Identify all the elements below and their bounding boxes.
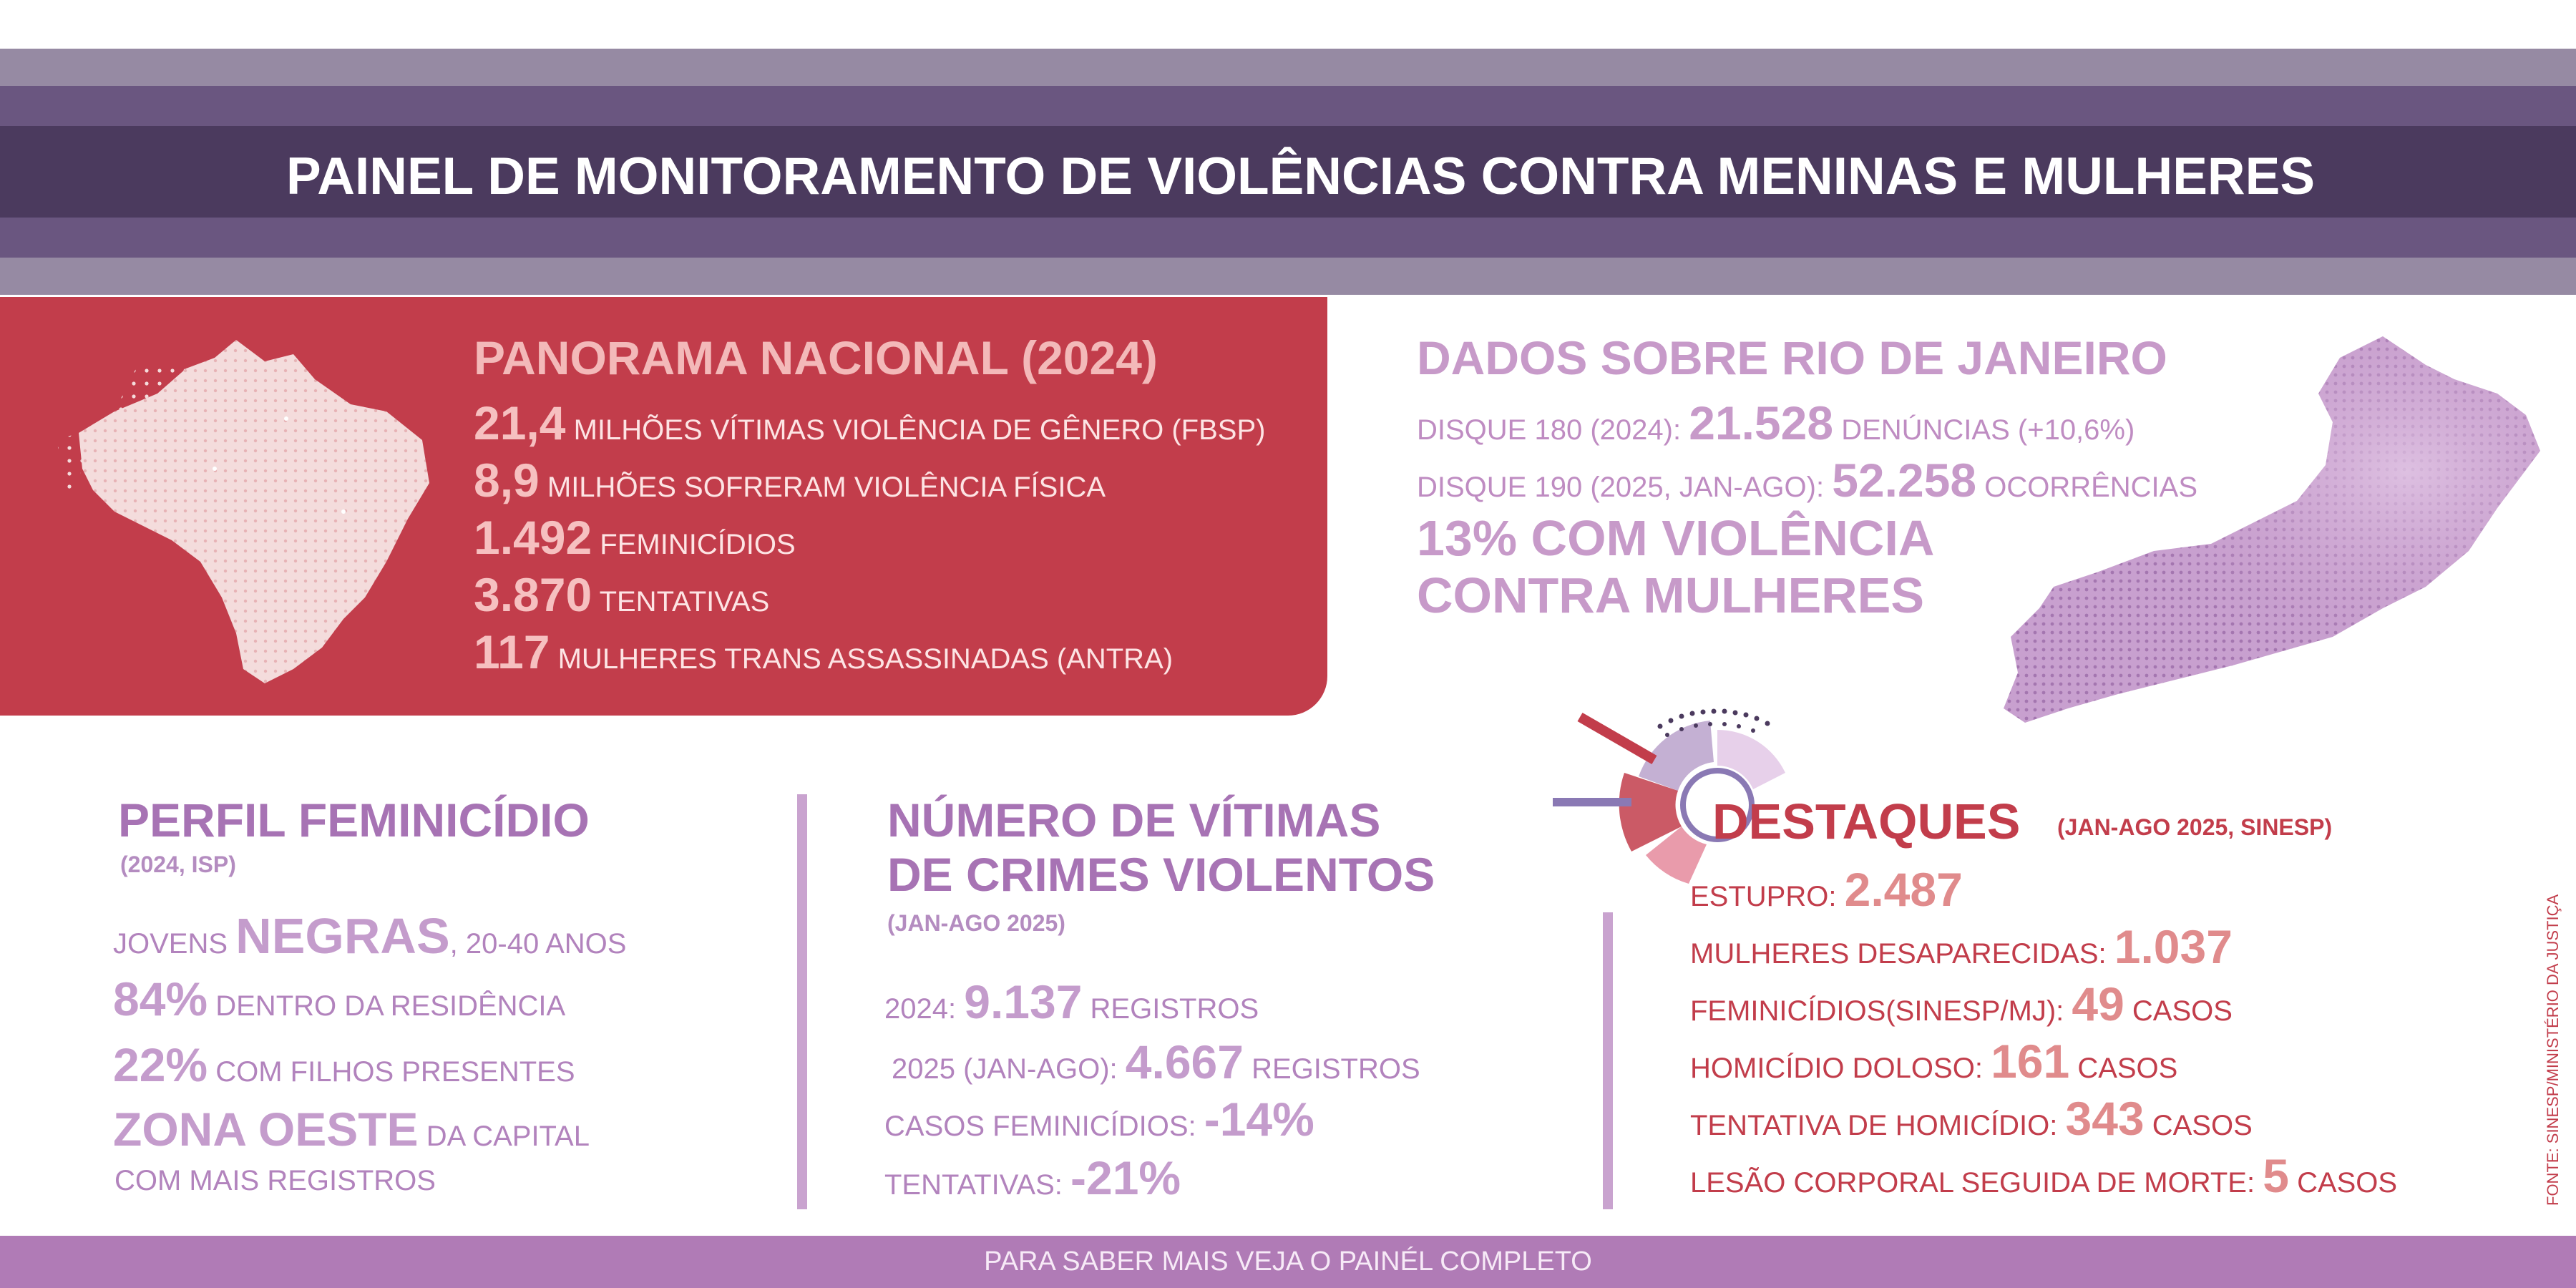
perfil-row-big: 22%	[113, 1038, 208, 1091]
vitimas-row-text: REGISTROS	[1252, 1053, 1420, 1085]
destaques-row-number: 49	[2072, 977, 2124, 1030]
national-row	[474, 510, 796, 565]
perfil-row-big: 84%	[113, 972, 208, 1025]
destaques-row-label: LESÃO CORPORAL SEGUIDA DE MORTE:	[1690, 1167, 2255, 1199]
national-row-number: 8,9	[474, 454, 540, 507]
footer-link[interactable]: PARA SABER MAIS VEJA O PAINÉL COMPLETO	[984, 1246, 1592, 1277]
vitimas-row-label: 2025 (JAN-AGO):	[892, 1053, 1118, 1085]
destaques-row-text: CASOS	[2077, 1053, 2178, 1084]
destaques-title: DESTAQUES	[1712, 794, 2021, 849]
page-title: PAINEL DE MONITORAMENTO DE VIOLÊNCIAS CONTRA MENINAS E MULHERES	[286, 147, 2316, 205]
vitimas-row	[892, 1035, 1420, 1089]
vitimas-title-line2: DE CRIMES VIOLENTOS	[887, 848, 1435, 901]
destaques-row-label: FEMINICÍDIOS(SINESP/MJ):	[1690, 995, 2064, 1027]
destaques-row-label: TENTATIVA DE HOMICÍDIO:	[1690, 1110, 2058, 1141]
vitimas-row-number: 9.137	[964, 975, 1083, 1028]
vitimas-row-label: TENTATIVAS:	[884, 1169, 1063, 1201]
brazil-map-icon	[50, 326, 436, 698]
rio-disque180-label: DISQUE 180 (2024):	[1417, 414, 1682, 446]
rio-disque180-number: 21.528	[1689, 396, 1834, 449]
destaques-row-label: ESTUPRO:	[1690, 881, 1837, 912]
destaques-row-number: 1.037	[2114, 920, 2233, 973]
perfil-row-post: DA CAPITAL	[426, 1121, 590, 1152]
header-band-lower	[0, 218, 2576, 258]
rio-disque190-label: DISQUE 190 (2025, JAN-AGO):	[1417, 472, 1825, 503]
perfil-subtitle: (2024, ISP)	[120, 852, 236, 877]
rio-highlight-line1: 13% COM VIOLÊNCIA	[1417, 510, 1935, 566]
destaques-subtitle: (JAN-AGO 2025, SINESP)	[2057, 814, 2333, 840]
perfil-row-registros: COM MAIS REGISTROS	[114, 1165, 436, 1196]
destaques-row	[1690, 862, 1963, 917]
destaques-row-text: CASOS	[2297, 1167, 2398, 1199]
perfil-row-post: COM FILHOS PRESENTES	[215, 1056, 575, 1088]
destaques-row-number: 343	[2065, 1092, 2145, 1145]
divider-left	[797, 794, 807, 1209]
rio-disque190-row	[1417, 453, 2197, 507]
destaques-row-number: 161	[1991, 1035, 2070, 1088]
vitimas-row-number: 4.667	[1125, 1035, 1244, 1088]
national-row-label: MULHERES TRANS ASSASSINADAS (ANTRA)	[557, 643, 1174, 675]
destaques-row-label: HOMICÍDIO DOLOSO:	[1690, 1053, 1983, 1084]
source-note: FONTE: SINESP/MINISTÉRIO DA JUSTIÇA	[2544, 894, 2562, 1206]
perfil-row-negras	[113, 907, 626, 965]
national-title: PANORAMA NACIONAL (2024)	[474, 331, 1158, 384]
rio-highlight-line2: CONTRA MULHERES	[1417, 567, 1925, 623]
perfil-row-big: NEGRAS	[235, 908, 450, 964]
national-row-number: 3.870	[474, 568, 592, 621]
vitimas-row-label: 2024:	[884, 993, 957, 1025]
perfil-row-post: , 20-40 ANOS	[449, 928, 627, 960]
vitimas-title-line1: NÚMERO DE VÍTIMAS	[887, 794, 1381, 847]
rio-disque180-row	[1417, 396, 2135, 450]
header-band-upper	[0, 86, 2576, 126]
destaques-row-text: CASOS	[2152, 1110, 2253, 1141]
national-row-number: 1.492	[474, 511, 592, 564]
destaques-row	[1690, 1091, 2253, 1146]
perfil-row-zona	[113, 1102, 590, 1156]
vitimas-row-number: -21%	[1070, 1151, 1181, 1204]
rio-title: DADOS SOBRE RIO DE JANEIRO	[1417, 331, 2167, 384]
national-row-label: MILHÕES VÍTIMAS VIOLÊNCIA DE GÊNERO (FBSP)	[573, 414, 1266, 446]
national-row	[474, 453, 1106, 507]
destaques-row	[1690, 1034, 2177, 1088]
national-row	[474, 396, 1265, 450]
vitimas-row	[884, 1092, 1314, 1146]
divider-right	[1603, 912, 1613, 1209]
national-row-number: 117	[474, 625, 550, 678]
national-row-label: TENTATIVAS	[599, 586, 770, 618]
destaques-row	[1690, 977, 2233, 1031]
national-row	[474, 625, 1173, 679]
destaques-row-number: 2.487	[1844, 863, 1963, 916]
perfil-row-residencia	[113, 972, 565, 1026]
vitimas-subtitle: (JAN-AGO 2025)	[887, 910, 1065, 936]
vitimas-row	[884, 1151, 1181, 1205]
header-band-top	[0, 49, 2576, 86]
vitimas-row-number: -14%	[1204, 1093, 1314, 1146]
national-row-label: MILHÕES SOFRERAM VIOLÊNCIA FÍSICA	[547, 472, 1106, 503]
destaques-row-number: 5	[2263, 1149, 2289, 1202]
perfil-row-filhos	[113, 1038, 575, 1092]
rio-disque190-text: OCORRÊNCIAS	[1984, 472, 2198, 503]
perfil-row-big: ZONA OESTE	[113, 1103, 419, 1156]
rio-disque190-number: 52.258	[1832, 454, 1977, 507]
vitimas-row	[884, 975, 1259, 1029]
rio-disque180-text: DENÚNCIAS (+10,6%)	[1841, 414, 2135, 446]
destaques-row-text: CASOS	[2132, 995, 2233, 1027]
national-row-label: FEMINICÍDIOS	[600, 529, 796, 560]
vitimas-row-text: REGISTROS	[1090, 993, 1259, 1025]
destaques-row-label: MULHERES DESAPARECIDAS:	[1690, 938, 2107, 970]
radial-burst-icon	[1553, 658, 1810, 887]
national-row-number: 21,4	[474, 396, 566, 449]
destaques-row	[1690, 919, 2233, 974]
header-band-bottom	[0, 258, 2576, 295]
perfil-row-post: DENTRO DA RESIDÊNCIA	[215, 990, 566, 1022]
vitimas-row-label: CASOS FEMINICÍDIOS:	[884, 1111, 1196, 1142]
perfil-row-pre: JOVENS	[113, 928, 228, 960]
perfil-title: PERFIL FEMINICÍDIO	[118, 794, 590, 847]
national-row	[474, 567, 769, 622]
destaques-row	[1690, 1148, 2397, 1203]
